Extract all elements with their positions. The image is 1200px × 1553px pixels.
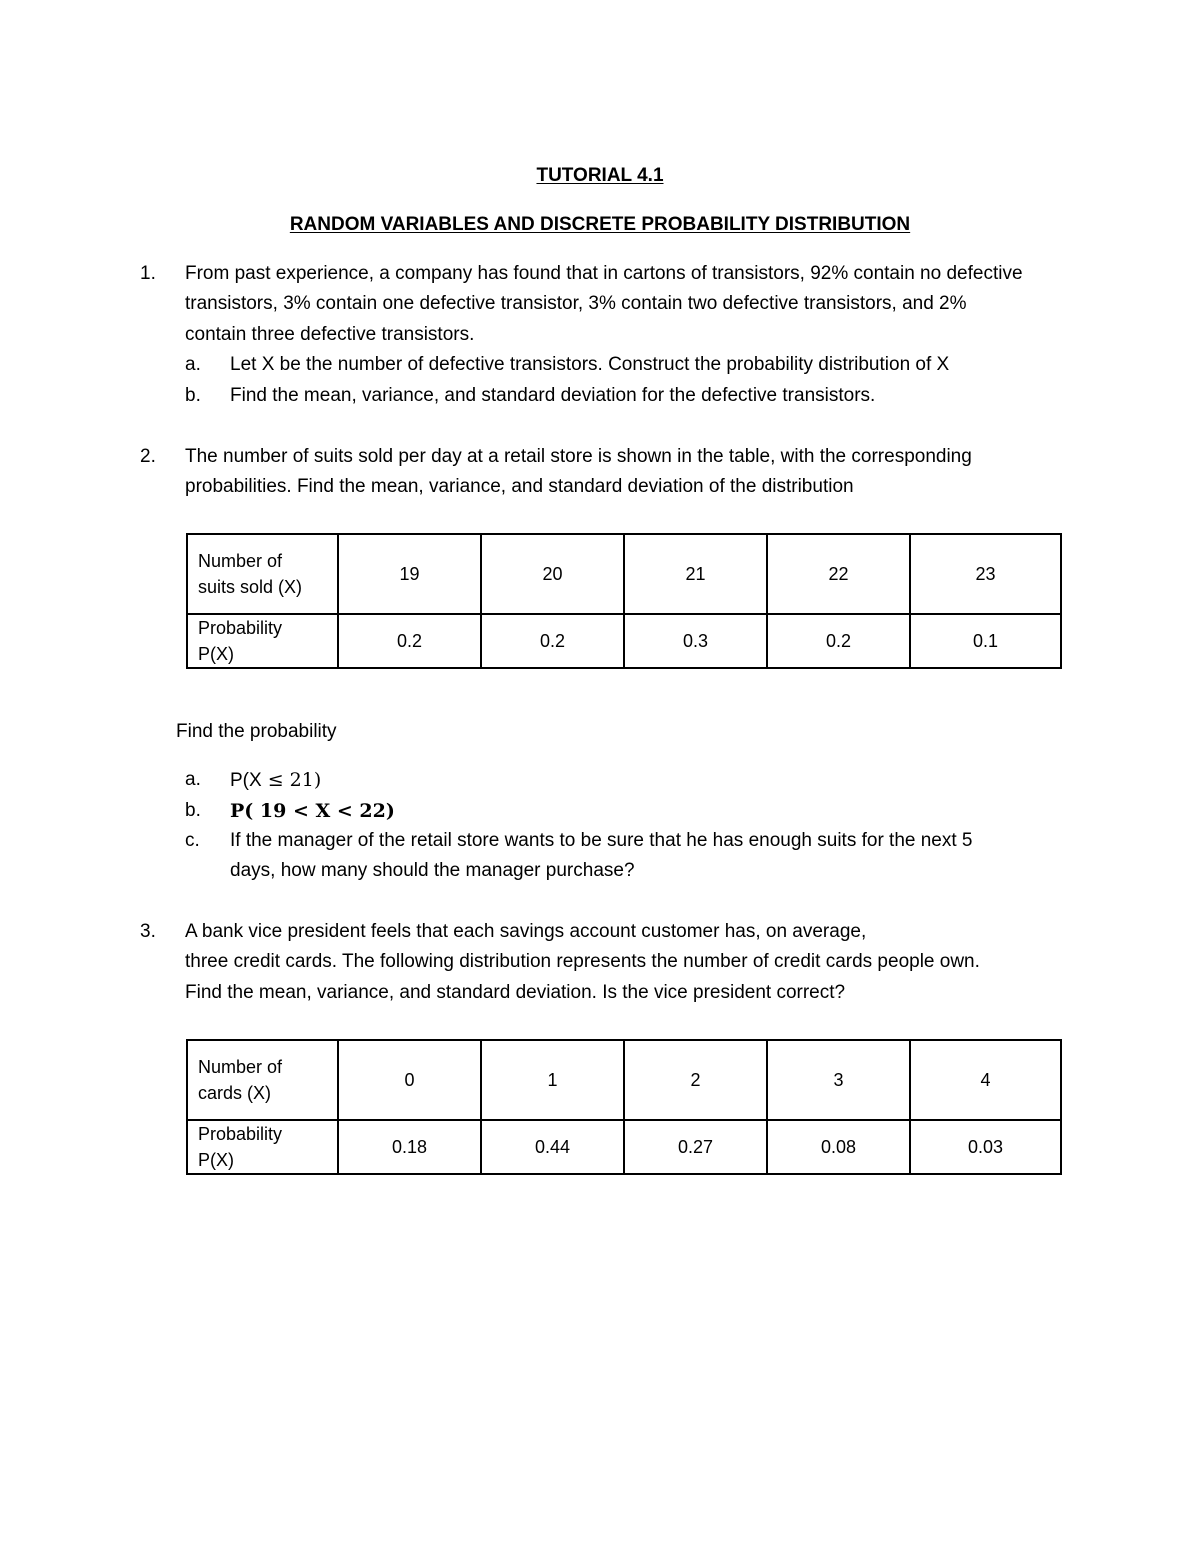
q2-number: 2. bbox=[140, 446, 156, 467]
q1-line-1: From past experience, a company has found that in cartons of transistors, 92% contain no defective bbox=[185, 263, 1023, 284]
q3-number: 3. bbox=[140, 921, 156, 942]
p-cell: 0.27 bbox=[624, 1120, 767, 1174]
row-header: Probability P(X) bbox=[187, 614, 338, 668]
q1-a-label: a. bbox=[185, 354, 201, 375]
x-cell: 1 bbox=[481, 1040, 624, 1120]
q2-line-1: The number of suits sold per day at a retail store is shown in the table, with the corresponding bbox=[185, 446, 972, 467]
p-cell: 0.2 bbox=[481, 614, 624, 668]
x-cell: 21 bbox=[624, 534, 767, 614]
page-title: TUTORIAL 4.1 bbox=[536, 165, 664, 186]
x-cell: 22 bbox=[767, 534, 910, 614]
p-cell: 0.03 bbox=[910, 1120, 1061, 1174]
q1-b-text: Find the mean, variance, and standard deviation for the defective transistors. bbox=[230, 385, 876, 406]
page-subtitle: RANDOM VARIABLES AND DISCRETE PROBABILITY DISTRIBUTION bbox=[289, 214, 911, 235]
q1-b-label: b. bbox=[185, 385, 201, 406]
credit-cards-distribution-table bbox=[186, 1039, 1062, 1175]
q1-number: 1. bbox=[140, 263, 156, 284]
q2-b-label: b. bbox=[185, 800, 201, 821]
suits-distribution-table bbox=[186, 533, 1062, 669]
x-cell: 0 bbox=[338, 1040, 481, 1120]
table-row bbox=[187, 1040, 1061, 1120]
find-probability-label: Find the probability bbox=[176, 721, 337, 742]
p-cell: 0.44 bbox=[481, 1120, 624, 1174]
q2-c-line-1: If the manager of the retail store wants to be sure that he has enough suits for the next 5 bbox=[230, 830, 973, 851]
q3-line-2: three credit cards. The following distribution represents the number of credit cards people own. bbox=[185, 951, 980, 972]
x-cell: 19 bbox=[338, 534, 481, 614]
q2-line-2: probabilities. Find the mean, variance, and standard deviation of the distribution bbox=[185, 476, 854, 497]
p-cell: 0.18 bbox=[338, 1120, 481, 1174]
x-cell: 2 bbox=[624, 1040, 767, 1120]
row-header: Probability P(X) bbox=[187, 1120, 338, 1174]
q2-a-expression: P(X ≤ 21) bbox=[230, 769, 322, 791]
row-header: Number of suits sold (X) bbox=[187, 534, 338, 614]
p-cell: 0.2 bbox=[767, 614, 910, 668]
q2-c-line-2: days, how many should the manager purchase? bbox=[230, 860, 635, 881]
q2-a-label: a. bbox=[185, 769, 201, 790]
table-row bbox=[187, 1120, 1061, 1174]
x-cell: 20 bbox=[481, 534, 624, 614]
table-row bbox=[187, 614, 1061, 668]
row-header: Number of cards (X) bbox=[187, 1040, 338, 1120]
p-cell: 0.3 bbox=[624, 614, 767, 668]
q3-line-1: A bank vice president feels that each savings account customer has, on average, bbox=[185, 921, 867, 942]
q2-c-label: c. bbox=[185, 830, 200, 851]
q1-line-2: transistors, 3% contain one defective transistor, 3% contain two defective transistors, and 2% bbox=[185, 293, 967, 314]
p-cell: 0.2 bbox=[338, 614, 481, 668]
table-row bbox=[187, 534, 1061, 614]
p-cell: 0.1 bbox=[910, 614, 1061, 668]
x-cell: 4 bbox=[910, 1040, 1061, 1120]
q1-line-3: contain three defective transistors. bbox=[185, 324, 475, 345]
q2-b-expression: P( 19 < X < 22) bbox=[230, 800, 395, 822]
p-cell: 0.08 bbox=[767, 1120, 910, 1174]
x-cell: 23 bbox=[910, 534, 1061, 614]
q1-a-text: Let X be the number of defective transistors. Construct the probability distribution of X bbox=[230, 354, 950, 375]
x-cell: 3 bbox=[767, 1040, 910, 1120]
q3-line-3: Find the mean, variance, and standard deviation. Is the vice president correct? bbox=[185, 982, 846, 1003]
